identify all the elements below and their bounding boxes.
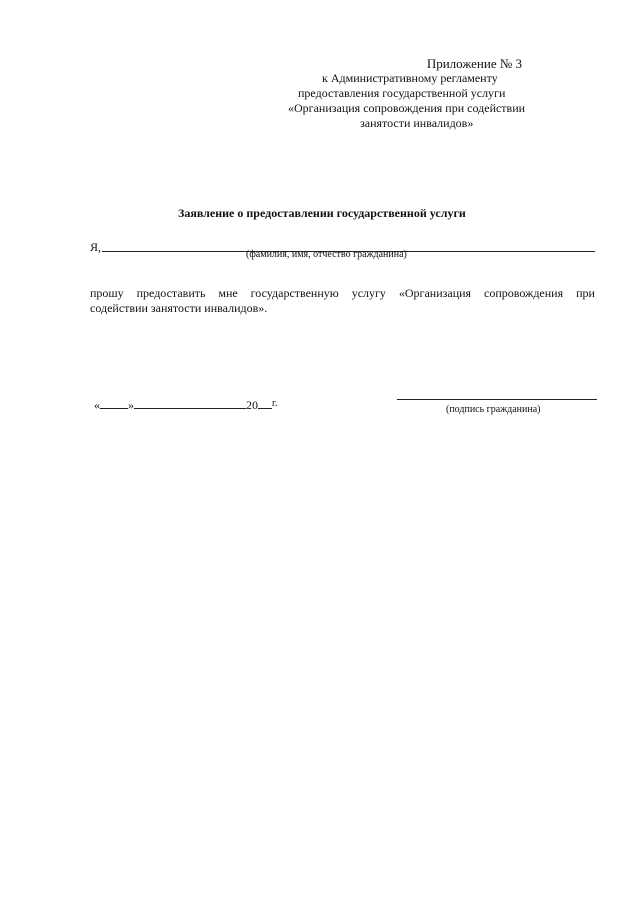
request-line-2: содействии занятости инвалидов». (90, 301, 268, 315)
request-word: мне (218, 286, 238, 300)
request-word: государственную (250, 286, 339, 300)
appendix-service-name: «Организация сопровождения при содействии (288, 101, 526, 115)
document-title: Заявление о предоставлении государственной услуги (178, 206, 466, 220)
year-blank[interactable] (258, 398, 272, 409)
request-word: «Организация (398, 286, 472, 300)
signature-caption: (подпись гражданина) (446, 404, 541, 415)
appendix-header (288, 56, 588, 131)
date-field[interactable] (94, 398, 277, 413)
request-word: предоставить (136, 286, 206, 300)
appendix-service: предоставления государственной услуги (298, 86, 506, 100)
appendix-reference: к Административному регламенту (322, 71, 498, 85)
request-word: прошу (90, 286, 124, 300)
request-word: при (576, 286, 595, 300)
year-suffix: г. (272, 398, 278, 409)
year-prefix: 20 (246, 398, 258, 412)
request-line-1 (90, 286, 595, 301)
date-close-quote: » (128, 398, 134, 412)
appendix-number: Приложение № 3 (426, 56, 522, 71)
day-blank[interactable] (100, 398, 128, 409)
applicant-name-caption: (фамилия, имя, отчество гражданина) (246, 249, 407, 260)
appendix-service-name-cont: занятости инвалидов» (360, 116, 474, 130)
request-word: сопровождения (484, 286, 564, 300)
applicant-prefix: Я, (90, 240, 102, 254)
request-paragraph (90, 286, 595, 316)
month-blank[interactable] (134, 398, 246, 409)
date-open-quote: « (94, 398, 100, 412)
signature-line[interactable] (397, 399, 597, 400)
request-word: услугу (351, 286, 386, 300)
